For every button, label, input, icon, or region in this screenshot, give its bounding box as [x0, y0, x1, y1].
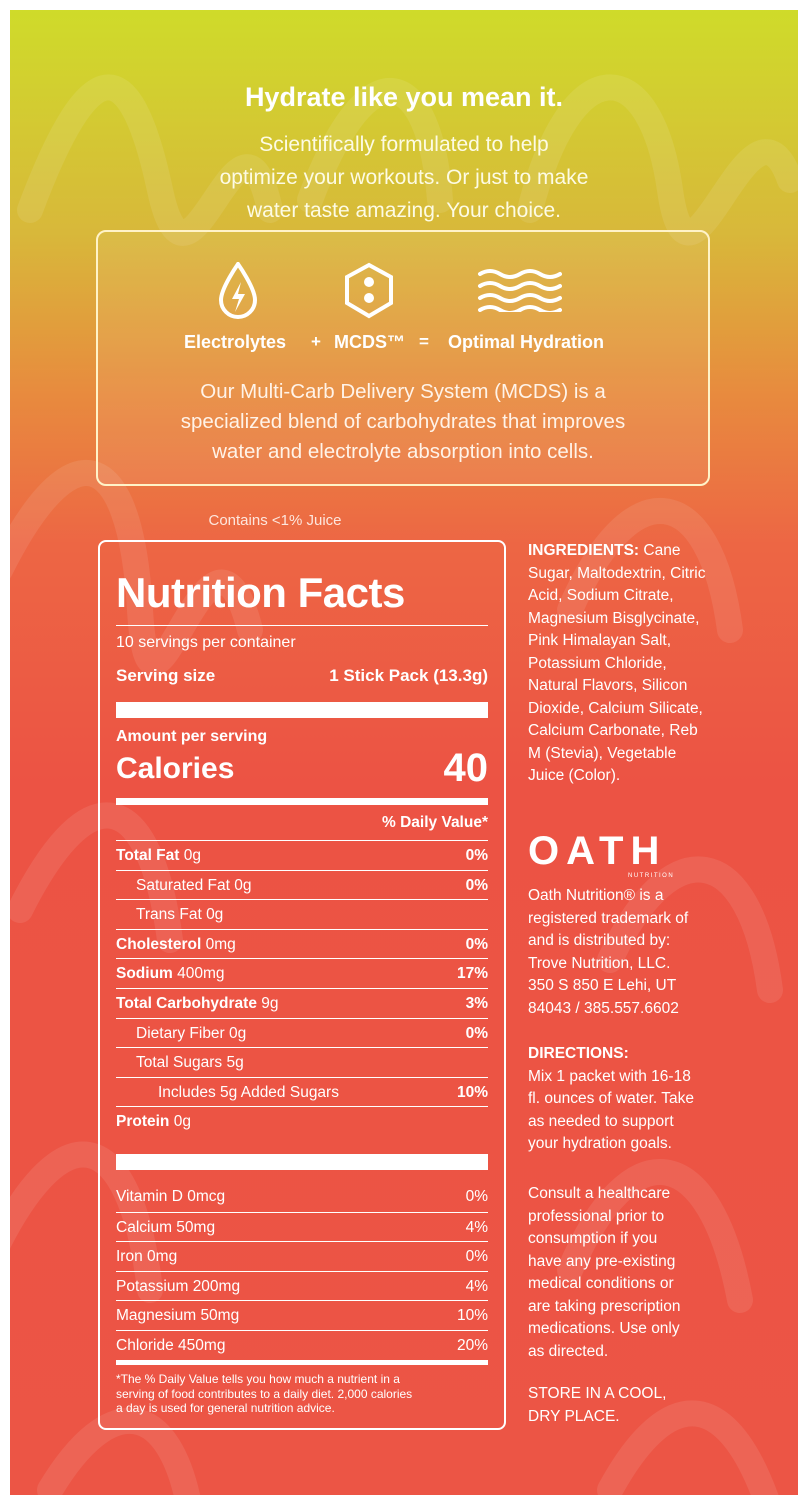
distributor-line: 350 S 850 E Lehi, UT	[528, 977, 677, 994]
calories-label: Calories	[116, 752, 235, 785]
warning-line: as directed.	[528, 1342, 609, 1360]
warning-line: medications. Use only	[528, 1320, 680, 1337]
warning-line: professional prior to	[528, 1207, 665, 1225]
optimal-hydration-label: Optimal Hydration	[448, 332, 605, 352]
vitamin-dv: 4%	[465, 1218, 488, 1236]
nutrient-row	[116, 899, 488, 930]
mcds-description-line: Our Multi-Carb Delivery System (MCDS) is a	[200, 380, 606, 403]
servings-per-container: 10 servings per container	[116, 634, 296, 651]
nutrient-name: Dietary Fiber	[136, 1024, 225, 1042]
storage-line: STORE IN A COOL,	[528, 1385, 667, 1402]
ingredients-line: Potassium Chloride,	[528, 654, 667, 672]
warning-line: have any pre-existing	[528, 1252, 676, 1270]
oath-nutrition-logo	[528, 830, 708, 880]
vitamin-row	[116, 1330, 488, 1361]
vitamin-amount: 200mg	[192, 1277, 241, 1295]
warning-block	[528, 1183, 758, 1363]
ingredients-line: Natural Flavors, Silicon	[528, 677, 688, 694]
hexagon-icon	[343, 262, 395, 320]
distributor-line: 84043 / 385.557.6602	[528, 999, 679, 1017]
nutrient-amount: 0g	[234, 876, 252, 894]
plus-sign: +	[311, 332, 321, 351]
footnote-line: a day is used for general nutrition advice.	[116, 1401, 335, 1415]
thick-divider	[116, 1154, 488, 1170]
ingredients-line: Pink Himalayan Salt,	[528, 632, 672, 649]
nutrient-row	[116, 988, 488, 1019]
svg-text:NUTRITION: NUTRITION	[628, 873, 675, 879]
nutrient-amount: 0g	[183, 847, 201, 864]
storage-line: DRY PLACE.	[528, 1407, 620, 1425]
footnote-line: *The % Daily Value tells you how much a nutrient in a	[116, 1372, 400, 1386]
ingredients-line: Acid, Sodium Citrate,	[528, 587, 674, 604]
vitamin-name: Magnesium	[116, 1307, 197, 1325]
nutrient-name: Trans Fat	[136, 906, 202, 924]
ingredients-line: Juice (Color).	[528, 767, 621, 784]
nutrient-name: Total Sugars	[136, 1054, 223, 1072]
nutrient-amount: 0g	[229, 1024, 247, 1042]
nutrient-row	[116, 870, 488, 901]
vitamin-dv: 4%	[465, 1277, 488, 1295]
vitamin-dv: 0%	[465, 1188, 488, 1205]
warning-line: medical conditions or	[528, 1275, 674, 1292]
nutrient-dv: 10%	[456, 1083, 488, 1101]
nutrient-amount: 400mg	[177, 965, 225, 983]
water-drop-bolt-icon	[217, 262, 259, 320]
directions-line: as needed to support	[528, 1112, 674, 1130]
nutrient-name: Protein	[116, 1113, 170, 1131]
product-box-panel	[10, 10, 798, 1495]
directions-line: fl. ounces of water. Take	[528, 1090, 695, 1107]
nutrition-facts-title: Nutrition Facts	[116, 569, 405, 616]
vitamin-name: Chloride	[116, 1337, 174, 1354]
daily-value-footnote	[116, 1372, 488, 1416]
directions-block	[528, 1043, 758, 1156]
vitamin-row	[116, 1212, 488, 1243]
subtitle-line: Scientifically formulated to help	[259, 133, 549, 156]
distributor-line: Oath Nutrition® is a	[528, 887, 664, 904]
nutrient-row	[116, 958, 488, 989]
vitamin-dv: 20%	[456, 1337, 488, 1354]
footnote-line: serving of food contributes to a daily diet. 2,000 calories	[116, 1386, 413, 1401]
mcds-description-line: water and electrolyte absorption into cells.	[212, 440, 594, 463]
ingredients-line: Dioxide, Calcium Silicate,	[528, 699, 703, 717]
ingredients-line: M (Stevia), Vegetable	[528, 744, 677, 762]
nutrient-amount: 5g	[226, 1054, 244, 1072]
subtitle	[160, 128, 648, 227]
nutrient-row	[116, 1106, 488, 1137]
ingredients-line: Cane	[643, 542, 681, 559]
nutrient-name: Total Carbohydrate	[116, 995, 257, 1012]
ingredients-label: INGREDIENTS:	[528, 542, 640, 559]
nutrient-dv: 0%	[465, 935, 488, 953]
waves-icon	[476, 268, 562, 312]
nutrient-row	[116, 1047, 488, 1078]
mcds-label: MCDS™	[334, 332, 405, 352]
vitamin-name: Iron	[116, 1248, 143, 1266]
ingredients-block	[528, 540, 758, 788]
serving-size-label: Serving size	[116, 666, 216, 685]
nutrient-amount: 0g	[206, 906, 224, 924]
subtitle-line: water taste amazing. Your choice.	[246, 199, 561, 222]
nutrient-name: Sodium	[116, 965, 173, 983]
nutrient-name: Includes 5g Added Sugars	[158, 1083, 339, 1101]
nutrient-amount: 9g	[261, 995, 279, 1012]
nutrient-amount: 0mg	[205, 935, 236, 953]
vitamin-dv: 0%	[465, 1248, 488, 1266]
mcds-description-line: specialized blend of carbohydrates that improves	[180, 410, 626, 433]
directions-line: Mix 1 packet with 16-18	[528, 1067, 691, 1085]
ingredients-line: Calcium Carbonate, Reb	[528, 722, 698, 739]
vitamin-name: Calcium	[116, 1218, 172, 1236]
nutrient-row	[116, 840, 488, 871]
vitamin-row	[116, 1300, 488, 1331]
daily-value-header: % Daily Value*	[382, 814, 488, 831]
juice-note: Contains <1% Juice	[208, 512, 342, 529]
vitamin-name: Vitamin D	[116, 1188, 183, 1205]
svg-text:OATH: OATH	[528, 830, 667, 873]
serving-size-value: 1 Stick Pack (13.3g)	[329, 666, 488, 685]
amount-per-serving-label: Amount per serving	[116, 728, 268, 745]
calories-value: 40	[443, 746, 488, 790]
storage-block	[528, 1383, 758, 1428]
nutrient-dv: 17%	[456, 965, 488, 983]
nutrient-name: Cholesterol	[116, 935, 202, 953]
distributor-info	[528, 885, 758, 1020]
vitamin-amount: 0mg	[147, 1248, 178, 1266]
nutrient-dv: 0%	[465, 876, 488, 894]
nutrient-row	[116, 1077, 488, 1108]
vitamin-amount: 450mg	[178, 1337, 226, 1354]
vitamin-amount: 0mcg	[187, 1188, 226, 1205]
nutrient-name: Saturated Fat	[136, 876, 230, 894]
nutrition-facts-panel	[98, 540, 506, 1430]
ingredients-line: Sugar, Maltodextrin, Citric	[528, 564, 706, 582]
vitamin-amount: 50mg	[200, 1307, 240, 1325]
nutrient-dv: 3%	[465, 995, 488, 1012]
divider	[116, 625, 488, 626]
equals-sign: =	[419, 332, 429, 351]
electrolytes-label: Electrolytes	[184, 332, 287, 352]
mcds-description	[138, 377, 668, 467]
subtitle-line: optimize your workouts. Or just to make	[219, 166, 589, 189]
warning-line: Consult a healthcare	[528, 1185, 671, 1202]
vitamin-name: Potassium	[116, 1277, 189, 1295]
medium-divider	[116, 798, 488, 805]
tagline: Hydrate like you mean it.	[244, 82, 564, 112]
distributor-line: Trove Nutrition, LLC.	[528, 954, 671, 972]
distributor-line: and is distributed by:	[528, 932, 671, 949]
distributor-line: registered trademark of	[528, 909, 689, 927]
vitamin-dv: 10%	[456, 1307, 488, 1325]
medium-divider	[116, 1360, 488, 1365]
nutrient-row	[116, 1018, 488, 1049]
vitamin-row	[116, 1241, 488, 1272]
nutrient-dv: 0%	[465, 1024, 488, 1042]
directions-label: DIRECTIONS:	[528, 1045, 629, 1062]
vitamin-row	[116, 1271, 488, 1302]
directions-line: your hydration goals.	[528, 1135, 672, 1152]
nutrient-row	[116, 929, 488, 960]
ingredients-line: Magnesium Bisglycinate,	[528, 609, 700, 627]
mcds-info-box	[96, 230, 710, 486]
thick-divider	[116, 702, 488, 718]
warning-line: consumption if you	[528, 1230, 658, 1247]
nutrient-name: Total Fat	[116, 847, 180, 864]
nutrient-dv: 0%	[465, 847, 488, 864]
vitamin-amount: 50mg	[176, 1218, 216, 1236]
nutrient-amount: 0g	[173, 1113, 191, 1131]
vitamin-row	[116, 1182, 488, 1212]
warning-line: are taking prescription	[528, 1297, 681, 1315]
